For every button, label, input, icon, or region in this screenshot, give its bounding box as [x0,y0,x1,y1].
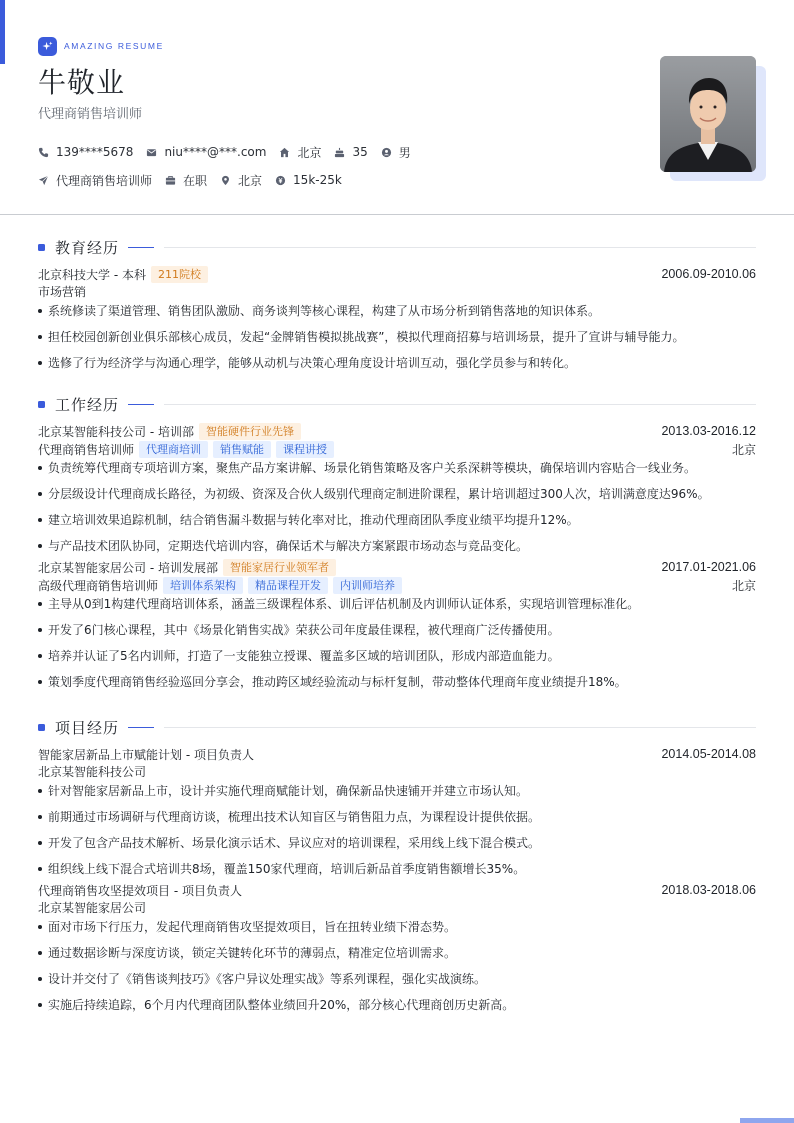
bullet-item: 通过数据诊断与深度访谈，锁定关键转化环节的薄弱点，精准定位培训需求。 [38,945,756,961]
bullet-list [38,460,756,554]
role-name: 代理商销售培训师 [38,442,135,457]
bullet-list [38,783,756,877]
section-line [164,247,756,248]
email-text: niu****@***.com [164,145,267,159]
entry-date: 2014.05-2014.08 [661,747,756,761]
bullet-item: 针对智能家居新品上市，设计并实施代理商赋能计划，确保新品快速铺开并建立市场认知。 [38,783,756,799]
sparkle-icon [38,37,57,56]
brand [38,36,758,56]
salary-text: 15k-25k [293,173,342,187]
bullet-item: 策划季度代理商销售经验巡回分享会，推动跨区域经验流动与标杆复制，带动整体代理商年度业绩提升18%。 [38,674,756,690]
salary-info [275,173,342,187]
status-text: 在职 [183,173,208,188]
email-info [146,145,266,159]
project-entry [38,745,756,877]
skill-tag: 代理商培训 [139,441,208,458]
entry-header [38,422,756,440]
target-city-info [220,172,262,189]
gender-text: 男 [398,145,411,160]
company-tag: 智能家居行业领军者 [223,559,336,576]
school-tag: 211院校 [151,266,208,283]
entry-date: 2017.01-2021.06 [661,560,756,574]
cake-icon [334,147,345,158]
project-company: 北京某智能科技公司 [38,765,147,779]
entry-date: 2006.09-2010.06 [661,267,756,281]
location-pin-icon [220,175,231,186]
section-line [164,404,756,405]
role-row [38,576,756,594]
section-header [38,394,756,414]
header-divider [0,214,794,215]
entry-header [38,881,756,899]
user-circle-icon [381,147,392,158]
education-entry [38,265,756,371]
target-position-text: 代理商销售培训师 [56,173,153,188]
job-intent-row [38,172,758,188]
profile-photo [660,56,766,182]
bullet-item: 与产品技术团队协同，定期迭代培训内容，确保话术与解决方案紧跟市场动态与竞品变化。 [38,538,756,554]
entry-header [38,745,756,763]
section-title: 项目经历 [55,718,120,737]
candidate-title: 代理商销售培训师 [38,107,143,122]
company-name: 北京某智能家居公司 - 培训发展部 [38,560,218,575]
bullet-list [38,919,756,1013]
resume-header [38,36,758,188]
entry-header [38,558,756,576]
skill-tag: 精品课程开发 [248,577,328,594]
mail-icon [146,147,157,158]
section-line [164,727,756,728]
phone-icon [38,147,49,158]
project-name: 智能家居新品上市赋能计划 - 项目负责人 [38,747,254,762]
city-info [279,144,321,161]
project-entry [38,881,756,1013]
bullet-item: 系统修读了渠道管理、销售团队激励、商务谈判等核心课程，构建了从市场分析到销售落地的知识体系。 [38,303,756,319]
left-accent-bar [0,0,5,64]
section-dot [38,244,45,251]
bullet-list [38,303,756,371]
section-dot [38,401,45,408]
age-text: 35 [352,145,368,159]
avatar [660,56,756,172]
bullet-item: 建立培训效果追踪机制，结合销售漏斗数据与转化率对比，推动代理商团队季度业绩平均提升12%。 [38,512,756,528]
bullet-item: 开发了包含产品技术解析、场景化演示话术、异议应对的培训课程，采用线上线下混合模式。 [38,835,756,851]
work-entry [38,558,756,690]
phone-info [38,145,133,159]
skill-tag: 课程讲授 [276,441,334,458]
role-name: 高级代理商销售培训师 [38,578,159,593]
school-name: 北京科技大学 - 本科 [38,267,146,282]
skill-tag: 培训体系架构 [163,577,243,594]
entry-date: 2013.03-2016.12 [661,424,756,438]
bullet-item: 培养并认证了5名内训师，打造了一支能独立授课、覆盖多区域的培训团队，形成内部造血能力。 [38,648,756,664]
projects-section [38,717,756,1023]
status-info [165,172,207,189]
bullet-item: 面对市场下行压力，发起代理商销售攻坚提效项目，旨在扭转业绩下滑态势。 [38,919,756,935]
section-header [38,717,756,737]
bottom-accent-bar [740,1118,794,1123]
send-icon [38,175,49,186]
bullet-item: 开发了6门核心课程，其中《场景化销售实战》荣获公司年度最佳课程，被代理商广泛传播使用。 [38,622,756,638]
target-position-info [38,172,152,189]
city-text: 北京 [297,145,322,160]
major: 市场营销 [38,285,87,299]
section-line-accent [128,247,154,248]
role-row [38,440,756,458]
section-header [38,237,756,257]
work-location: 北京 [731,578,756,593]
bullet-item: 负责统筹代理商专项培训方案，聚焦产品方案讲解、场景化销售策略及客户关系深耕等模块，确保培训内容贴合一线业务。 [38,460,756,476]
work-section [38,394,756,700]
gender-info [381,144,411,161]
section-title: 工作经历 [55,395,120,414]
candidate-name: 牛敬业 [38,66,126,99]
age-info [334,145,367,159]
briefcase-icon [165,175,176,186]
work-location: 北京 [731,442,756,457]
entry-date: 2018.03-2018.06 [661,883,756,897]
bullet-item: 主导从0到1构建代理商培训体系，涵盖三级课程体系、训后评估机制及内训师认证体系，实现培训管理标准化。 [38,596,756,612]
bullet-item: 前期通过市场调研与代理商访谈，梳理出技术认知盲区与销售阻力点，为课程设计提供依据。 [38,809,756,825]
bullet-item: 选修了行为经济学与沟通心理学，能够从动机与决策心理角度设计培训互动，强化学员参与和转化。 [38,355,756,371]
project-company: 北京某智能家居公司 [38,901,147,915]
bullet-list [38,596,756,690]
brand-text: AMAZING RESUME [64,41,164,51]
section-line-accent [128,404,154,405]
bullet-item: 担任校园创新创业俱乐部核心成员，发起“金牌销售模拟挑战赛”，模拟代理商招募与培训场景，提升了宣讲与辅导能力。 [38,329,756,345]
skill-tag: 销售赋能 [213,441,271,458]
phone-text: 139****5678 [56,145,134,159]
entry-header [38,265,756,283]
company-name: 北京某智能科技公司 - 培训部 [38,424,194,439]
contact-row [38,144,758,160]
section-title: 教育经历 [55,238,120,257]
bullet-item: 实施后持续追踪，6个月内代理商团队整体业绩回升20%，部分核心代理商创历史新高。 [38,997,756,1013]
project-name: 代理商销售攻坚提效项目 - 项目负责人 [38,883,242,898]
work-entry [38,422,756,554]
company-tag: 智能硬件行业先锋 [199,423,301,440]
home-icon [279,147,290,158]
money-icon [275,175,286,186]
target-city-text: 北京 [238,173,263,188]
skill-tag: 内训师培养 [333,577,402,594]
bullet-item: 设计并交付了《销售谈判技巧》《客户异议处理实战》等系列课程，强化实战演练。 [38,971,756,987]
education-section [38,237,756,381]
bullet-item: 组织线上线下混合式培训共8场，覆盖150家代理商，培训后新品首季度销售额增长35%。 [38,861,756,877]
bullet-item: 分层级设计代理商成长路径，为初级、资深及合伙人级别代理商定制进阶课程，累计培训超过300人次，培训满意度达96%。 [38,486,756,502]
section-dot [38,724,45,731]
section-line-accent [128,727,154,728]
